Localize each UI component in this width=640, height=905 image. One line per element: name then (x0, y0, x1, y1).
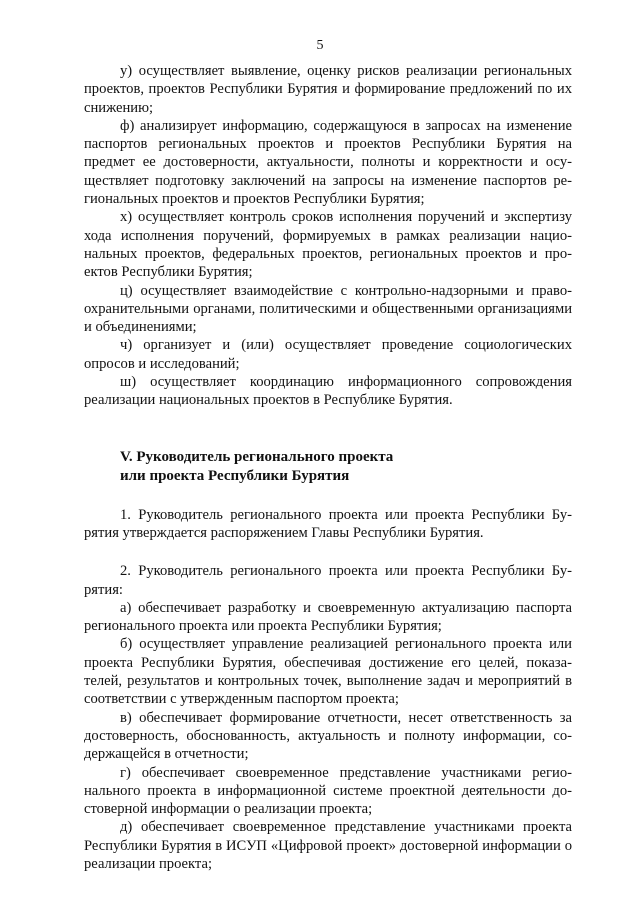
spacer (84, 486, 572, 506)
clause-2: 2. Руководитель регионального проекта или проекта Республики Бурятия: (84, 563, 572, 598)
section-title-line2: или проекта Республики Бурятия (120, 467, 350, 484)
spacer (84, 542, 572, 562)
spacer (84, 410, 572, 448)
list-item-f: ф) анализирует информацию, содержащуюся в запросах на изменение паспортов региональных проектов и проектов Республики Бурятия на предмет ее достоверности, актуальности, полноты и корректности и осуществляет подготовку заключений на запросы на изменение паспортов региональных проектов и проектов Республики Бурятия; (84, 117, 572, 208)
section-title-line1: V. Руководитель регионального проекта (120, 448, 394, 465)
list-item-u: у) осуществляет выявление, оценку рисков реализации региональных проектов, проектов Республики Бурятия и формирование предложений по их снижению; (84, 63, 572, 116)
list-item-kh: х) осуществляет контроль сроков исполнения поручений и экспертизу хода исполнения поручений, формируемых в рамках реализации национальных проектов, федеральных проектов, региональных проектов и проектов Республики Бурятия; (84, 209, 572, 281)
list-item-ts: ц) осуществляет взаимодействие с контрольно-надзорными и правоохранительными органами, политическими и общественными организациями и объединениями; (84, 282, 572, 336)
list-item-a: а) обеспечивает разработку и своевременную актуализацию паспорта регионального проекта или проекта Республики Бурятия; (84, 599, 572, 635)
clause-1: 1. Руководитель регионального проекта или проекта Республики Бурятия утверждается распоряжением Главы Республики Бурятия. (84, 506, 572, 541)
list-item-v: в) обеспечивает формирование отчетности, несет ответственность за достоверность, обоснованность, актуальность и полноту информации, содержащейся в отчетности; (84, 709, 572, 763)
list-item-d: д) обеспечивает своевременное представление участниками проекта Республики Бурятия в ИСУП «Цифровой проект» достоверной информации о реализации проекта; (84, 819, 572, 872)
document-body (84, 62, 572, 873)
page-number: 5 (316, 38, 324, 53)
list-item-sh: ш) осуществляет координацию информационного сопровождения реализации национальных проектов в Республике Бурятия. (84, 374, 572, 409)
list-item-ch: ч) организует и (или) осуществляет проведение социологических опросов и исследований; (84, 337, 572, 372)
list-item-b: б) осуществляет управление реализацией регионального проекта или проекта Республики Бурятия, обеспечивая достижение его целей, показателей, результатов и контрольных точек, выполнение задач и мероприятий в соответствии с утвержденным паспортом проекта; (84, 636, 572, 708)
list-item-g: г) обеспечивает своевременное представление участниками регионального проекта в информационной системе проектной деятельности достоверной информации о реализации проекта; (84, 764, 572, 818)
